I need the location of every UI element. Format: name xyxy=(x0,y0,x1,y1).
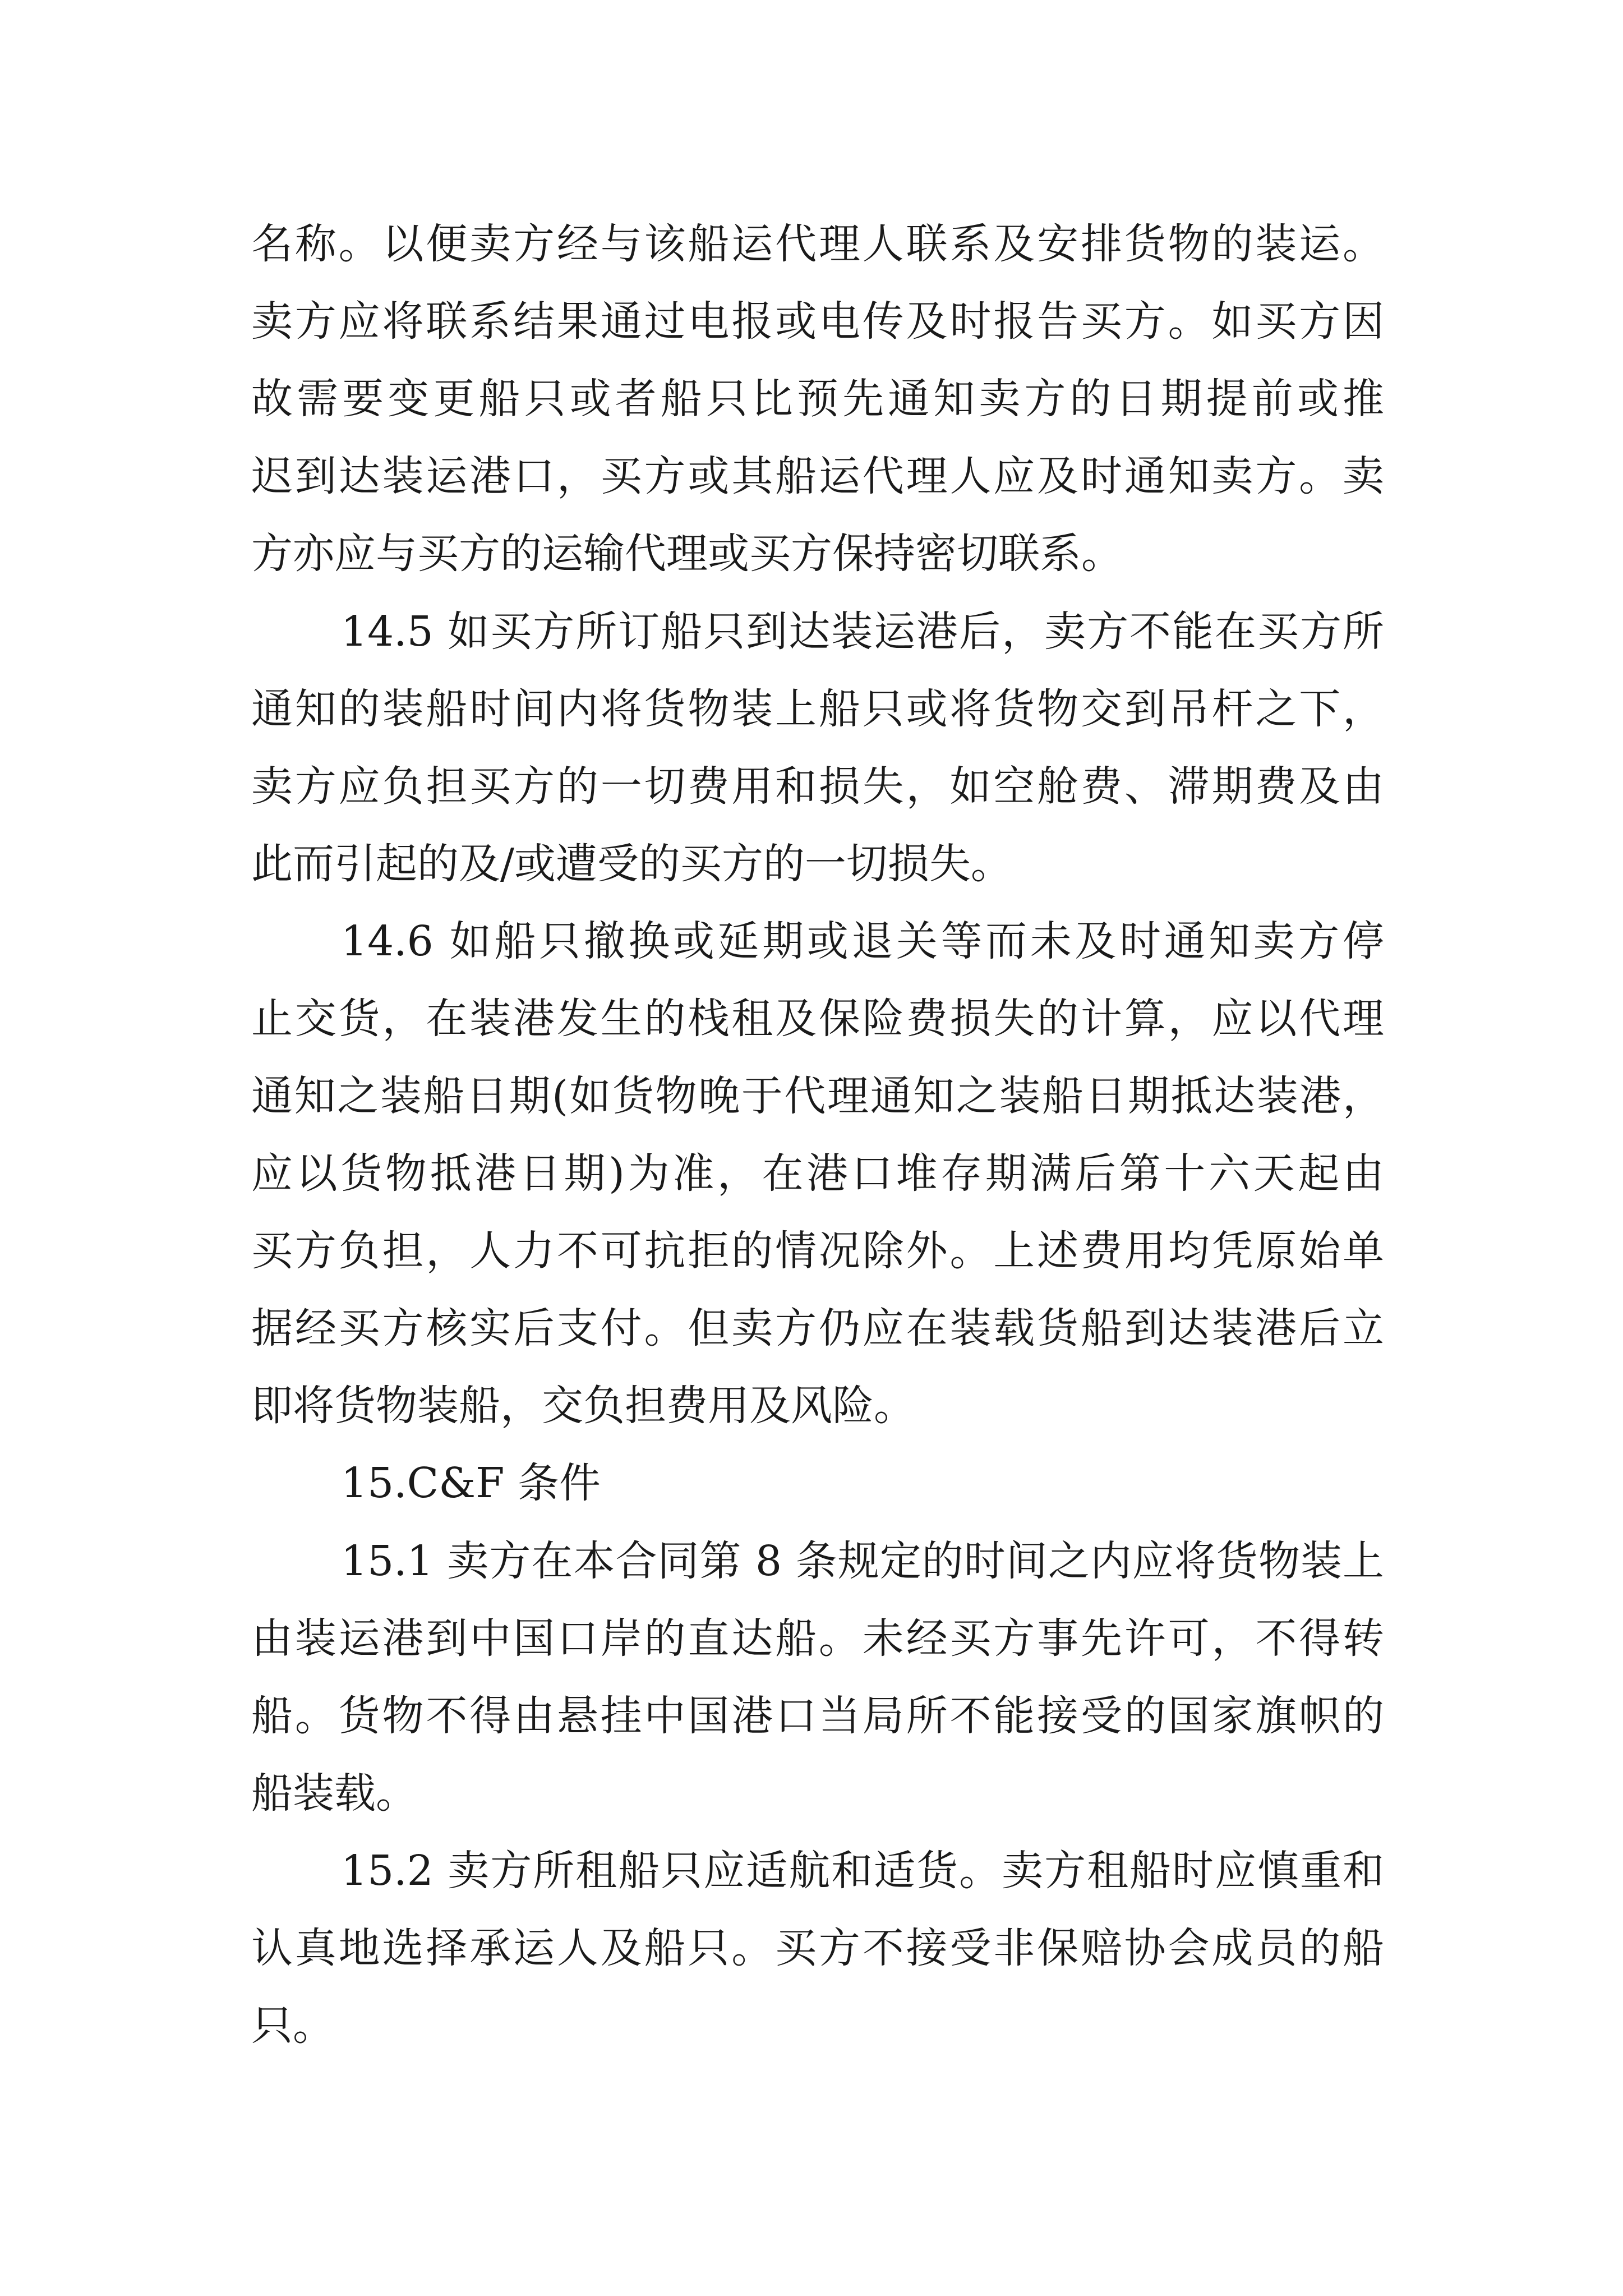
text-line: 此而引起的及/或遭受的买方的一切损失。 xyxy=(251,840,1012,888)
section-heading: 15.C&F 条件 xyxy=(341,1459,601,1507)
paragraph-start-line: 14.6 如船只撤换或延期或退关等而未及时通知卖方停 xyxy=(341,917,1384,965)
text-line: 据经买方核实后支付。但卖方仍应在装载货船到达装港后立 xyxy=(251,1304,1384,1352)
text-line: 卖方应负担买方的一切费用和损失，如空舱费、滞期费及由 xyxy=(251,762,1384,811)
text-line: 即将货物装船，交负担费用及风险。 xyxy=(251,1382,915,1430)
text-line: 通知的装船时间内将货物装上船只或将货物交到吊杆之下， xyxy=(251,685,1384,733)
paragraph-start-line: 15.1 卖方在本合同第 8 条规定的时间之内应将货物装上 xyxy=(341,1537,1384,1585)
text-line: 方亦应与买方的运输代理或买方保持密切联系。 xyxy=(251,530,1123,578)
text-line: 船。货物不得由悬挂中国港口当局所不能接受的国家旗帜的 xyxy=(251,1692,1384,1740)
text-line: 由装运港到中国口岸的直达船。未经买方事先许可，不得转 xyxy=(251,1614,1384,1663)
text-line: 只。 xyxy=(251,2001,334,2050)
text-line: 认真地选择承运人及船只。买方不接受非保赔协会成员的船 xyxy=(251,1924,1384,1972)
text-line: 卖方应将联系结果通过电报或电传及时报告买方。如买方因 xyxy=(251,297,1384,346)
text-line: 通知之装船日期(如货物晚于代理通知之装船日期抵达装港， xyxy=(251,1072,1384,1120)
text-line: 止交货，在装港发生的栈租及保险费损失的计算，应以代理 xyxy=(251,995,1384,1043)
text-line: 故需要变更船只或者船只比预先通知卖方的日期提前或推 xyxy=(251,375,1384,423)
text-line: 迟到达装运港口，买方或其船运代理人应及时通知卖方。卖 xyxy=(251,452,1384,500)
text-line: 名称。以便卖方经与该船运代理人联系及安排货物的装运。 xyxy=(251,220,1384,268)
paragraph-start-line: 14.5 如买方所订船只到达装运港后，卖方不能在买方所 xyxy=(341,608,1384,656)
text-line: 应以货物抵港日期)为准，在港口堆存期满后第十六天起由 xyxy=(251,1149,1384,1198)
text-line: 船装载。 xyxy=(251,1769,417,1818)
paragraph-start-line: 15.2 卖方所租船只应适航和适货。卖方租船时应慎重和 xyxy=(341,1847,1384,1895)
text-line: 买方负担，人力不可抗拒的情况除外。上述费用均凭原始单 xyxy=(251,1227,1384,1275)
